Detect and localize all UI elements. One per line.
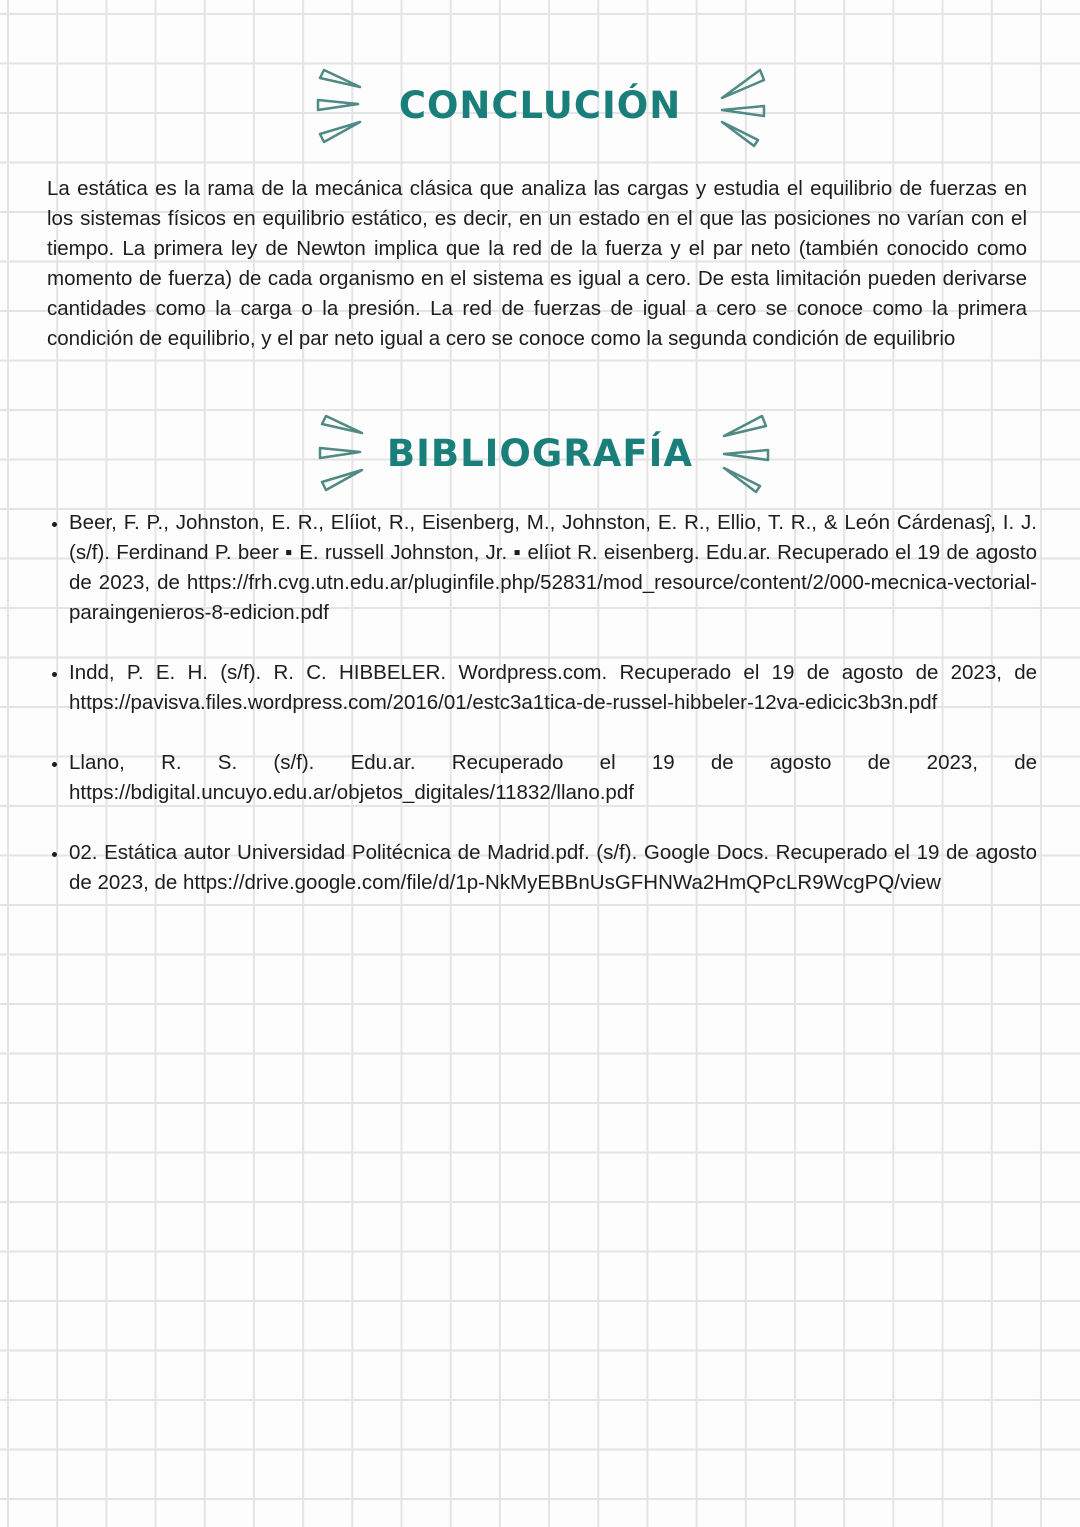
bibliography-title: BIBLIOGRAFÍA [386, 432, 694, 475]
bibliography-entry: • 02. Estática autor Universidad Politécnica de Madrid.pdf. (s/f). Google Docs. Recuperado el 19 de agosto de 2023, de https://drive.google.com/file/d/1p-NkMyEBBnUsGFHNWa2HmQPcLR9WcgPQ/view [69, 838, 1037, 898]
conclusion-title: CONCLUCIÓN [398, 84, 682, 127]
bibliography-entry: • Indd, P. E. H. (s/f). R. C. HIBBELER. Wordpress.com. Recuperado el 19 de agosto de 2023, de https://pavisva.files.wordpress.com/2016/01/estc3a1tica-de-russel-hibbeler-12va-edicic3b3n.pdf [69, 658, 1037, 718]
bibliography-entry: • Llano, R. S. (s/f). Edu.ar. Recuperado el 19 de agosto de 2023, de https://bdigital.uncuyo.edu.ar/objetos_digitales/11832/llano.pdf [69, 748, 1037, 808]
conclusion-heading [0, 84, 1080, 127]
bibliography-list [47, 508, 1037, 928]
bibliography-entry: • Beer, F. P., Johnston, E. R., Elíiot, R., Eisenberg, M., Johnston, E. R., Ellio, T. R., & León Cárdenasĵ, I. J. (s/f). Ferdinand P. beer ▪ E. russell Johnston, Jr. ▪ elíiot R. eisenberg. Edu.ar. Recuperado el 19 de agosto de 2023, de https://frh.cvg.utn.edu.ar/pluginfile.php/52831/mod_resource/content/2/000-mecnica-vectorial-paraingenieros-8-edicion.pdf [69, 508, 1037, 628]
bibliography-heading [0, 432, 1080, 475]
conclusion-paragraph: La estática es la rama de la mecánica clásica que analiza las cargas y estudia el equilibrio de fuerzas en los sistemas físicos en equilibrio estático, es decir, en un estado en el que las posiciones no varían con el tiempo. La primera ley de Newton implica que la red de la fuerza y el par neto (también conocido como momento de fuerza) de cada organismo en el sistema es igual a cero. De esta limitación pueden derivarse cantidades como la carga o la presión. La red de fuerzas de igual a cero se conoce como la primera condición de equilibrio, y el par neto igual a cero se conoce como la segunda condición de equilibrio [47, 177, 1027, 350]
